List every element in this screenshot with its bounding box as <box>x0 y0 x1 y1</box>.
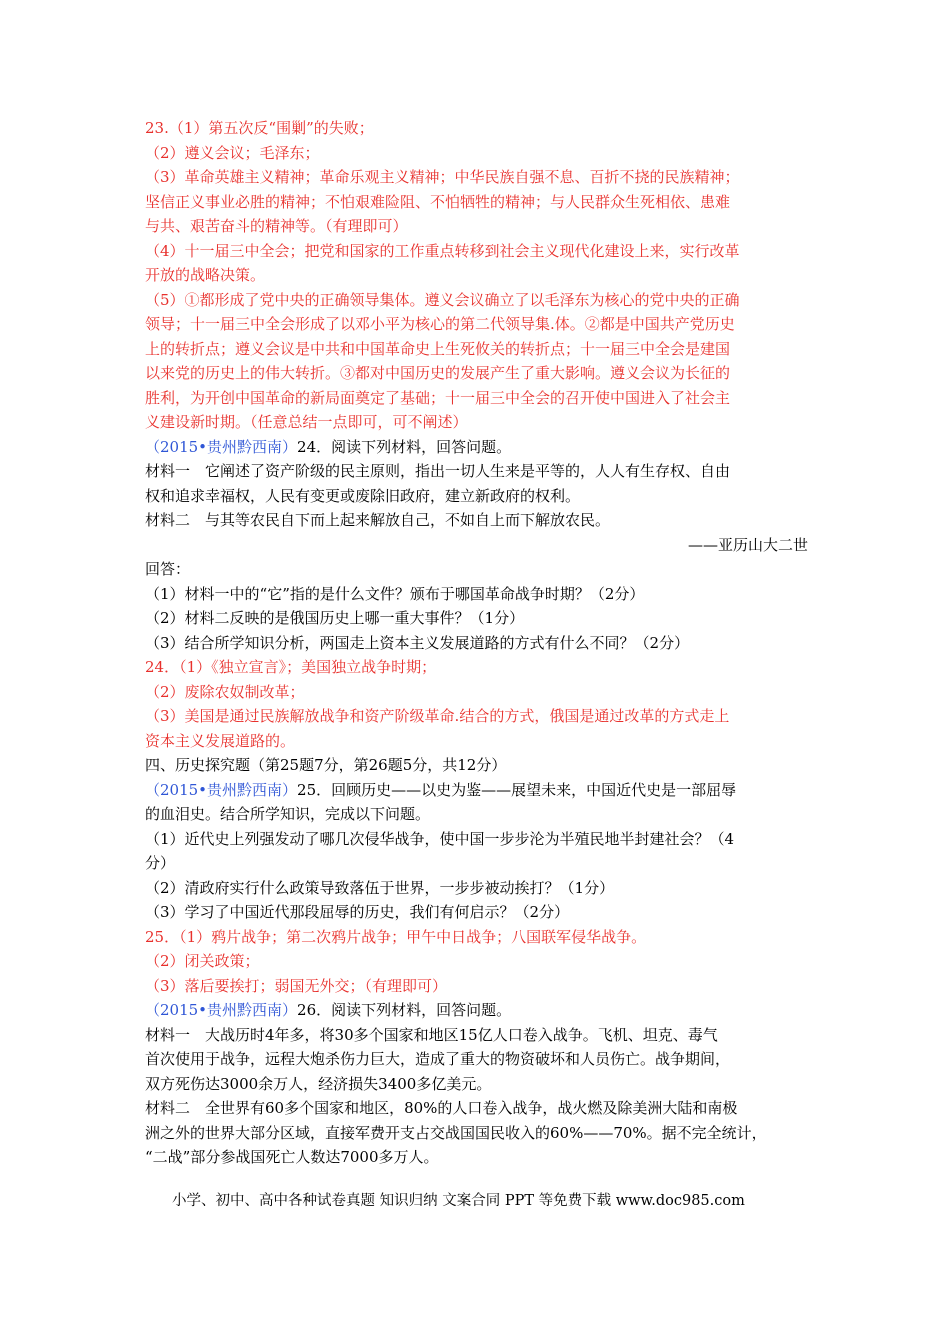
line-text: 25．（1）鸦片战争；第二次鸦片战争；甲午中日战争；八国联军侵华战争。 <box>145 927 647 946</box>
text-line <box>145 753 810 778</box>
line-text: （3）结合所学知识分析，两国走上资本主义发展道路的方式有什么不同？（2分） <box>145 633 690 652</box>
text-line <box>145 998 810 1023</box>
source-tag: （2015•贵州黔西南） <box>145 437 298 456</box>
answer-line <box>145 288 810 313</box>
text-line <box>145 631 810 656</box>
text-line <box>145 1072 810 1097</box>
text-line <box>145 1023 810 1048</box>
answer-line <box>145 729 810 754</box>
answer-line <box>145 239 810 264</box>
line-text: 与共、艰苦奋斗的精神等。（有理即可） <box>145 217 408 235</box>
text-line <box>145 606 810 631</box>
line-text: （2）清政府实行什么政策导致落伍于世界，一步步被动挨打？（1分） <box>145 878 615 897</box>
line-text: （5）①都形成了党中央的正确领导集体。遵义会议确立了以毛泽东为核心的党中央的正确 <box>145 290 740 309</box>
answer-line <box>145 704 810 729</box>
line-text: 权和追求幸福权，人民有变更或废除旧政府，建立新政府的权利。 <box>145 486 581 505</box>
source-tag: （2015•贵州黔西南） <box>145 780 298 799</box>
answer-line <box>145 925 810 950</box>
text-line <box>145 1047 810 1072</box>
line-text: ——亚历山大二世 <box>687 535 808 554</box>
line-text: 洲之外的世界大部分区域，直接军费开支占交战国国民收入的60%——70%。据不完全统计， <box>145 1123 767 1142</box>
answer-line <box>145 949 810 974</box>
line-text: 材料一 它阐述了资产阶级的民主原则，指出一切人生来是平等的，人人有生存权、自由 <box>145 462 731 480</box>
answer-line <box>145 263 810 288</box>
text-line <box>145 802 810 827</box>
line-text: （3）落后要挨打；弱国无外交；（有理即可） <box>145 976 448 995</box>
line-text: 材料二 全世界有60多个国家和地区，80%的人口卷入战争，战火燃及除美洲大陆和南极 <box>145 1099 738 1117</box>
line-text: 义建设新时期。（任意总结一点即可，可不阐述） <box>145 413 468 431</box>
line-text: 首次使用于战争，远程大炮杀伤力巨大，造成了重大的物资破坏和人员伤亡。战争期间， <box>145 1050 731 1068</box>
line-text: 24．阅读下列材料，回答问题。 <box>297 437 512 456</box>
line-text: 胜利，为开创中国革命的新局面奠定了基础；十一届三中全会的召开使中国进入了社会主 <box>145 388 731 407</box>
answer-line <box>145 141 810 166</box>
line-text: 25．回顾历史——以史为鉴——展望未来，中国近代史是一部屈辱 <box>297 780 737 799</box>
text-line <box>145 900 810 925</box>
text-line <box>145 876 810 901</box>
line-text: （2）材料二反映的是俄国历史上哪一重大事件？（1分） <box>145 609 525 627</box>
text-line <box>145 827 810 852</box>
line-text: 双方死伤达3000余万人，经济损失3400多亿美元。 <box>145 1074 492 1093</box>
line-text: （2）遵义会议；毛泽东； <box>145 143 320 162</box>
line-text: 23.（1）第五次反“围剿”的失败； <box>145 119 374 137</box>
text-line <box>145 1096 810 1121</box>
source-tag: （2015•贵州黔西南） <box>145 1001 298 1019</box>
line-text: 上的转折点；遵义会议是中共和中国革命史上生死攸关的转折点；十一届三中全会是建国 <box>145 339 731 358</box>
answer-line <box>145 312 810 337</box>
line-text: 领导；十一届三中全会形成了以邓小平为核心的第二代领导集.体。②都是中国共产党历史 <box>145 315 735 333</box>
answer-line <box>145 410 810 435</box>
answer-line <box>145 680 810 705</box>
answer-line <box>145 116 810 141</box>
line-text: 材料一 大战历时4年多，将30多个国家和地区15亿人口卷入战争。飞机、坦克、毒气 <box>145 1025 718 1044</box>
text-line <box>145 484 810 509</box>
line-text: 的血泪史。结合所学知识，完成以下问题。 <box>145 805 431 823</box>
answer-line <box>145 214 810 239</box>
answer-line <box>145 655 810 680</box>
answer-line <box>145 386 810 411</box>
text-line <box>145 1145 810 1170</box>
line-text: 26．阅读下列材料，回答问题。 <box>297 1001 512 1019</box>
text-line <box>145 582 810 607</box>
line-text: （2）废除农奴制改革； <box>145 682 305 701</box>
line-text: （1）材料一中的“它”指的是什么文件？颁布于哪国革命战争时期？（2分） <box>145 584 645 603</box>
line-text: 24．（1）《独立宣言》；美国独立战争时期； <box>145 658 437 676</box>
line-text: （4）十一届三中全会；把党和国家的工作重点转移到社会主义现代化建设上来，实行改革 <box>145 241 740 260</box>
answer-line <box>145 190 810 215</box>
line-text: （3）学习了中国近代那段屈辱的历史，我们有何启示？（2分） <box>145 903 570 921</box>
line-text: 四、历史探究题（第25题7分，第26题5分，共12分） <box>145 756 507 774</box>
document-body <box>145 116 810 1170</box>
text-line <box>145 508 810 533</box>
line-text: （1）近代史上列强发动了哪几次侵华战争，使中国一步步沦为半殖民地半封建社会？（4 <box>145 829 735 848</box>
text-line <box>145 435 810 460</box>
answer-line <box>145 337 810 362</box>
page-footer: 小学、初中、高中各种试卷真题 知识归纳 文案合同 PPT 等免费下载 www.doc985.com <box>172 1193 745 1209</box>
line-text: （3）革命英雄主义精神；革命乐观主义精神；中华民族自强不息、百折不挠的民族精神； <box>145 168 740 186</box>
line-text: （3）美国是通过民族解放战争和资产阶级革命.结合的方式，俄国是通过改革的方式走上 <box>145 707 730 725</box>
text-line <box>145 1121 810 1146</box>
text-line <box>145 533 810 558</box>
line-text: 材料二 与其等农民自下而上起来解放自己，不如自上而下解放农民。 <box>145 511 611 529</box>
answer-line <box>145 165 810 190</box>
text-line <box>145 557 810 582</box>
text-line <box>145 778 810 803</box>
line-text: “二战”部分参战国死亡人数达7000多万人。 <box>145 1148 439 1166</box>
line-text: 资本主义发展道路的。 <box>145 731 296 750</box>
text-line <box>145 459 810 484</box>
line-text: 回答： <box>145 560 191 578</box>
text-line <box>145 851 810 876</box>
line-text: 坚信正义事业必胜的精神；不怕艰难险阻、不怕牺牲的精神；与人民群众生死相依、患难 <box>145 192 731 211</box>
answer-line <box>145 361 810 386</box>
line-text: 开放的战略决策。 <box>145 266 266 284</box>
line-text: 分） <box>145 854 176 872</box>
line-text: （2）闭关政策； <box>145 952 260 970</box>
line-text: 以来党的历史上的伟大转折。③都对中国历史的发展产生了重大影响。遵义会议为长征的 <box>145 364 731 382</box>
answer-line <box>145 974 810 999</box>
